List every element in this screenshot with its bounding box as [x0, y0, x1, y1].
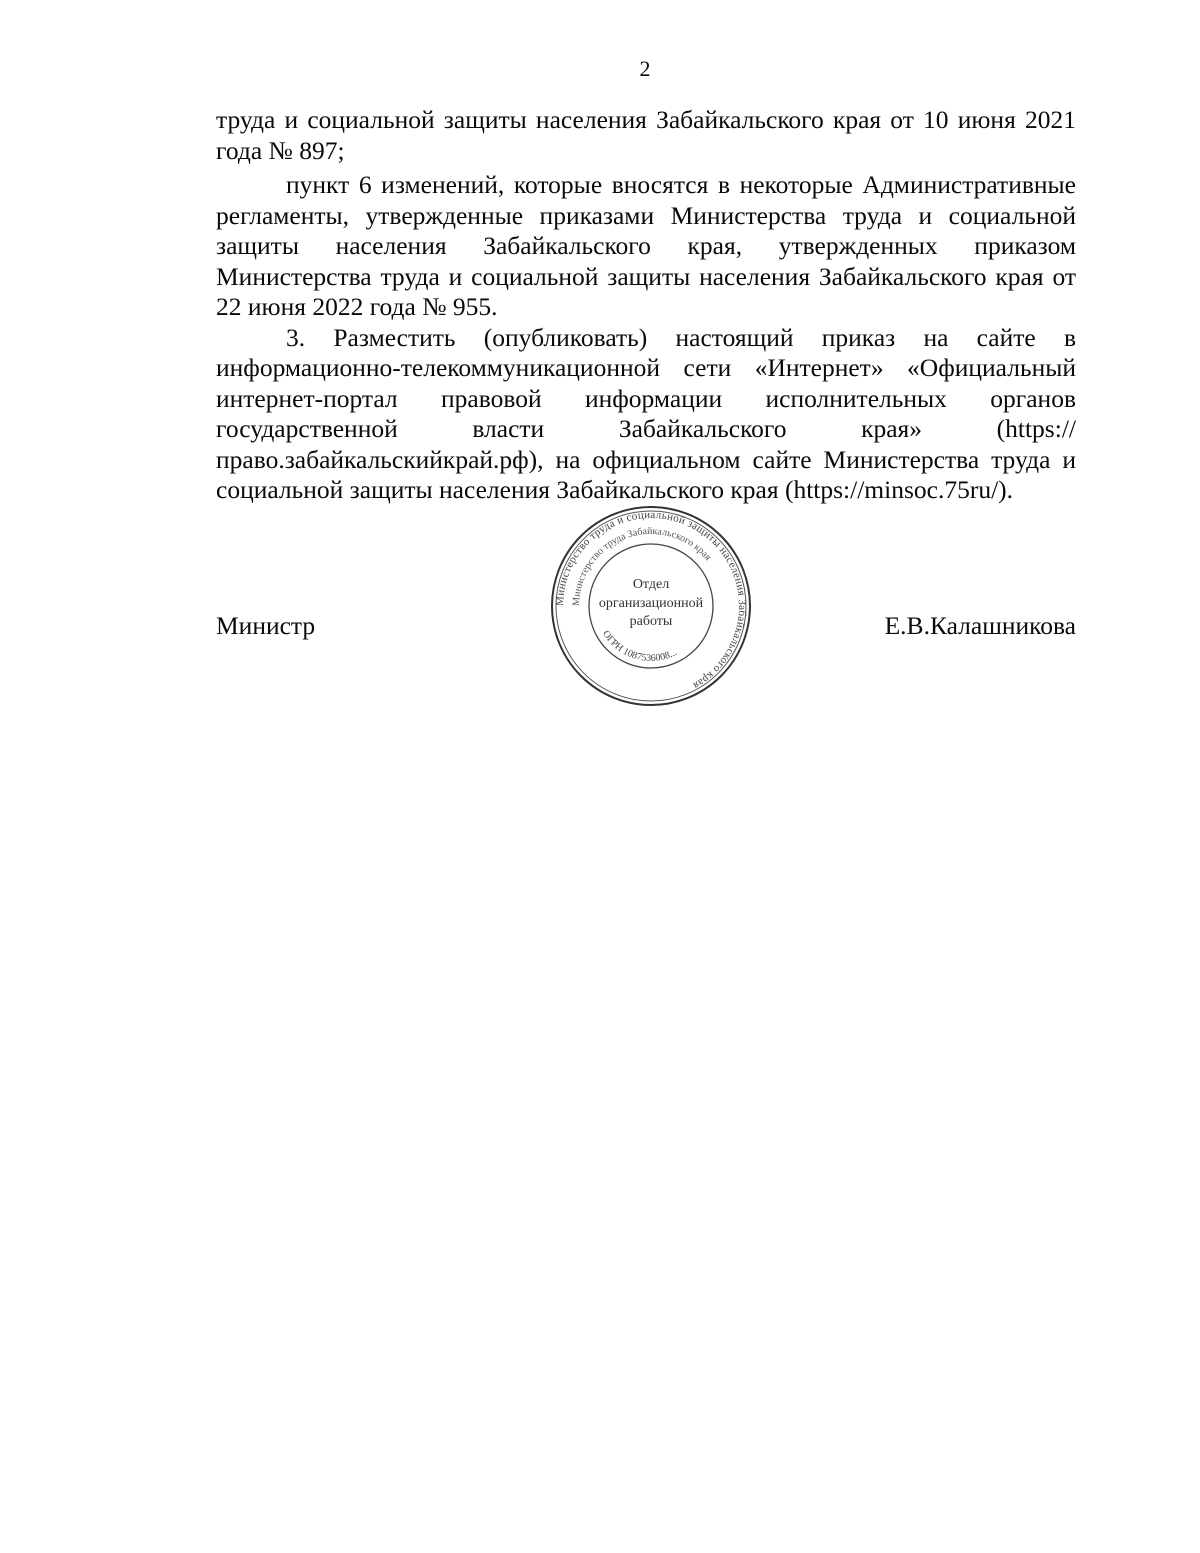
stamp-inner-ring-text: Министерство труда Забайкальского края: [570, 525, 714, 607]
stamp-center-line-2: организационной: [598, 596, 704, 611]
official-stamp: [548, 505, 754, 708]
stamp-center-line-3: работы: [629, 614, 673, 629]
stamp-center-line-1: Отдел: [632, 577, 670, 592]
paragraph-continuation: труда и социальной защиты населения Забайкальского края от 10 июня 2021 года № 897;: [216, 105, 1076, 165]
page-number: 2: [639, 56, 651, 81]
svg-text:ОГРН 1087536008...: [600, 629, 679, 664]
document-body: [216, 105, 1076, 506]
stamp-outer-ring-text: Министерство труда и социальной защиты населения Забайкальского края: [553, 508, 749, 692]
paragraph-publish: 3. Разместить (опубликовать) настоящий приказ на сайте в информационно-телекоммуникационной сети «Интернет» «Официальный интернет-портал правовой информации исполнительных органов государственной власти Забайкальского края» (https://право.забайкальскийкрай.рф), на официальном сайте Министерства труда и социальной защиты населения Забайкальского края (https://minsoc.75ru/).: [216, 322, 1076, 504]
signer-role: Министр: [216, 611, 316, 640]
stamp-bottom-text: ОГРН 1087536008...: [600, 628, 679, 664]
paragraph-item-6: пункт 6 изменений, которые вносятся в некоторые Административные регламенты, утвержденные приказами Министерства труда и социальной защиты населения Забайкальского края, утвержденных приказом Министерства труда и социальной защиты населения Забайкальского края от 22 июня 2022 года № 955.: [216, 170, 1076, 321]
signer-name: Е.В.Калашникова: [884, 611, 1076, 640]
